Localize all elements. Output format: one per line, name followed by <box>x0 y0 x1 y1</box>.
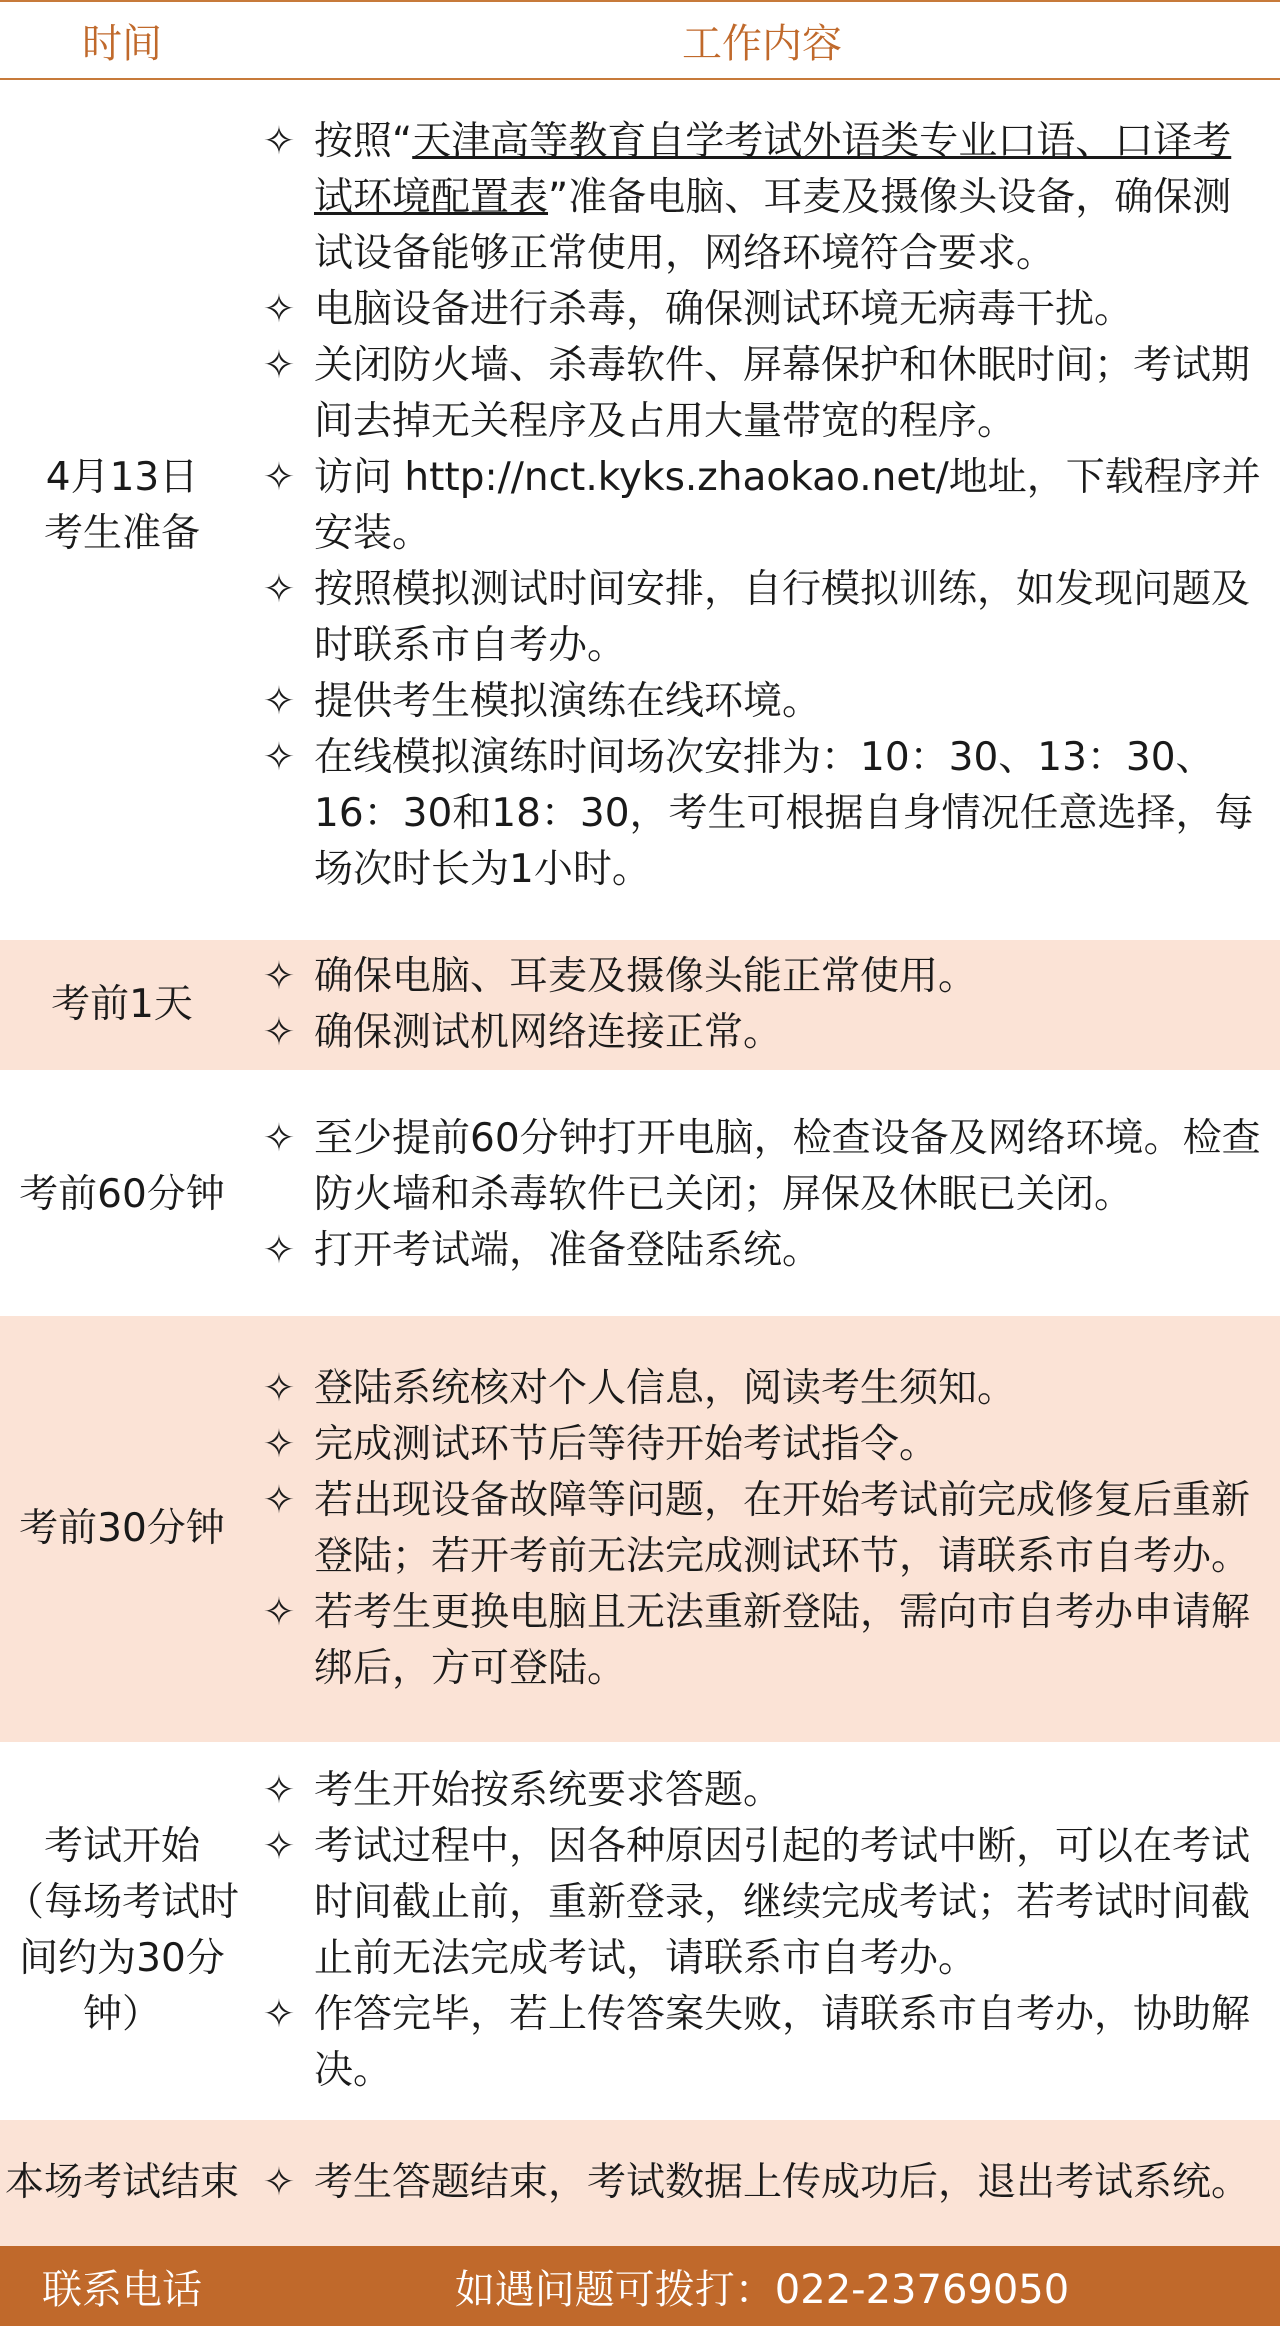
diamond-star-icon: ✧ <box>262 2160 296 2205</box>
row-time: 考前1天 <box>51 982 193 1027</box>
schedule-row-preparation <box>0 82 1280 930</box>
row-time: 考前30分钟 <box>19 1506 225 1551</box>
list-item: ✧ 按照“天津高等教育自学考试外语类专业口语、口译考试环境配置表”准备电脑、耳麦及摄像头设备，确保测试设备能够正常使用，网络环境符合要求。 <box>244 114 1280 282</box>
header-time: 时间 <box>82 20 162 67</box>
row-content <box>244 114 1280 898</box>
list-item: ✧ 确保电脑、耳麦及摄像头能正常使用。 <box>244 949 1280 1005</box>
diamond-star-icon: ✧ <box>262 343 296 388</box>
row-content <box>244 2155 1280 2211</box>
list-item: ✧ 考生答题结束，考试数据上传成功后，退出考试系统。 <box>244 2155 1280 2211</box>
list-item: ✧ 作答完毕，若上传答案失败，请联系市自考办，协助解决。 <box>244 1987 1280 2099</box>
schedule-row-day-before <box>0 940 1280 1070</box>
diamond-star-icon: ✧ <box>262 1992 296 2037</box>
list-item: ✧ 关闭防火墙、杀毒软件、屏幕保护和休眠时间；考试期间去掉无关程序及占用大量带宽的程序。 <box>244 338 1280 450</box>
diamond-star-icon: ✧ <box>262 567 296 612</box>
diamond-star-icon: ✧ <box>262 1824 296 1869</box>
list-item: ✧ 在线模拟演练时间场次安排为：10：30、13：30、16：30和18：30，考生可根据自身情况任意选择，每场次时长为1小时。 <box>244 730 1280 898</box>
list-item: ✧ 提供考生模拟演练在线环境。 <box>244 674 1280 730</box>
row-time: 考前60分钟 <box>19 1172 225 1217</box>
header-content: 工作内容 <box>682 20 842 67</box>
list-item: ✧ 至少提前60分钟打开电脑，检查设备及网络环境。检查防火墙和杀毒软件已关闭；屏保及休眠已关闭。 <box>244 1111 1280 1223</box>
row-content <box>244 1361 1280 1697</box>
diamond-star-icon: ✧ <box>262 1478 296 1523</box>
list-item: ✧ 电脑设备进行杀毒，确保测试环境无病毒干扰。 <box>244 282 1280 338</box>
diamond-star-icon: ✧ <box>262 287 296 332</box>
diamond-star-icon: ✧ <box>262 1228 296 1273</box>
diamond-star-icon: ✧ <box>262 1590 296 1635</box>
list-item: ✧ 完成测试环节后等待开始考试指令。 <box>244 1417 1280 1473</box>
schedule-row-60min <box>0 1078 1280 1312</box>
diamond-star-icon: ✧ <box>262 735 296 780</box>
list-item: ✧ 确保测试机网络连接正常。 <box>244 1005 1280 1061</box>
schedule-row-30min <box>0 1316 1280 1742</box>
diamond-star-icon: ✧ <box>262 1366 296 1411</box>
diamond-star-icon: ✧ <box>262 1116 296 1161</box>
diamond-star-icon: ✧ <box>262 1768 296 1813</box>
row-content <box>244 1111 1280 1279</box>
schedule-row-exam-end <box>0 2120 1280 2246</box>
table-header <box>0 0 1280 80</box>
row-time: 本场考试结束 <box>4 2160 239 2205</box>
diamond-star-icon: ✧ <box>262 1422 296 1467</box>
row-content <box>244 1763 1280 2099</box>
list-item: ✧ 访问 http://nct.kyks.zhaokao.net/地址，下载程序并安装。 <box>244 450 1280 562</box>
diamond-star-icon: ✧ <box>262 119 296 164</box>
list-item: ✧ 按照模拟测试时间安排，自行模拟训练，如发现问题及时联系市自考办。 <box>244 562 1280 674</box>
diamond-star-icon: ✧ <box>262 954 296 999</box>
row-time: 4月13日 考生准备 <box>43 455 200 556</box>
config-table-link[interactable]: 天津高等教育自学考试外语类专业口语、口译考试环境配置表 <box>314 119 1232 220</box>
contact-label: 联系电话 <box>42 2266 202 2313</box>
row-time: 考试开始 （每场考试时间约为30分钟） <box>4 1824 239 2037</box>
row-content <box>244 949 1280 1061</box>
list-item: ✧ 打开考试端，准备登陆系统。 <box>244 1223 1280 1279</box>
list-item: ✧ 考试过程中，因各种原因引起的考试中断，可以在考试时间截止前，重新登录，继续完成考试；若考试时间截止前无法完成考试，请联系市自考办。 <box>244 1819 1280 1987</box>
diamond-star-icon: ✧ <box>262 1010 296 1055</box>
schedule-row-exam-start <box>0 1746 1280 2116</box>
contact-footer <box>0 2246 1280 2326</box>
list-item: ✧ 若出现设备故障等问题，在开始考试前完成修复后重新登陆；若开考前无法完成测试环节，请联系市自考办。 <box>244 1473 1280 1585</box>
list-item: ✧ 考生开始按系统要求答题。 <box>244 1763 1280 1819</box>
diamond-star-icon: ✧ <box>262 455 296 500</box>
list-item: ✧ 登陆系统核对个人信息，阅读考生须知。 <box>244 1361 1280 1417</box>
contact-phone[interactable]: 如遇问题可拨打：022-23769050 <box>454 2266 1070 2313</box>
diamond-star-icon: ✧ <box>262 679 296 724</box>
list-item: ✧ 若考生更换电脑且无法重新登陆，需向市自考办申请解绑后，方可登陆。 <box>244 1585 1280 1697</box>
